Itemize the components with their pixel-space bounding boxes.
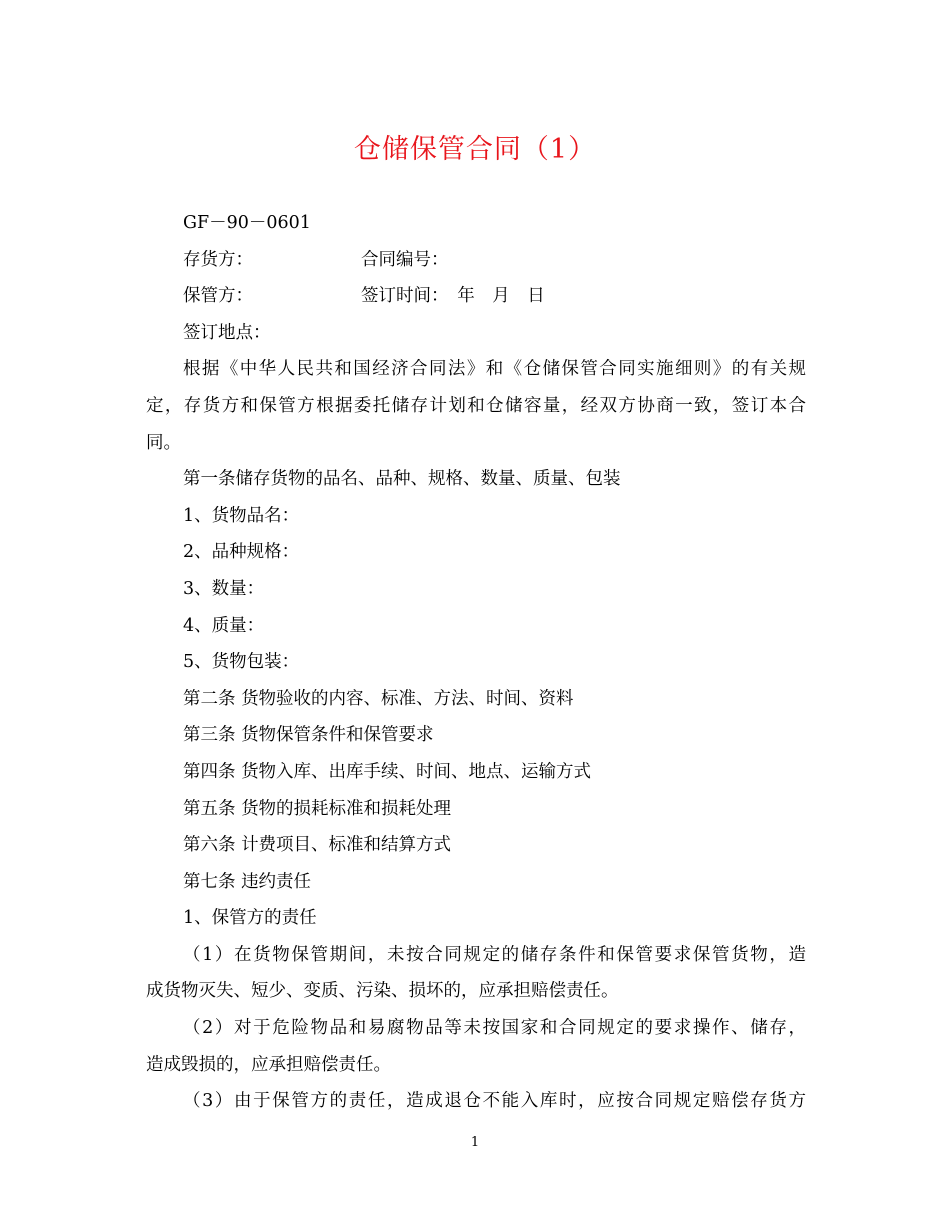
article-3: 第三条 货物保管条件和保管要求 xyxy=(183,725,434,746)
item-goods-name: 1、货物品名： xyxy=(183,505,300,526)
clause-1-line-1: （1）在货物保管期间，未按合同规定的储存条件和保管要求保管货物，造 xyxy=(183,944,806,965)
clause-2-line-2: 造成毁损的，应承担赔偿责任。 xyxy=(146,1054,391,1075)
depositor-row xyxy=(146,242,806,279)
document-title: 仓储保管合同（1） xyxy=(353,134,597,165)
article-6: 第六条 计费项目、标准和结算方式 xyxy=(183,835,452,856)
article-2: 第二条 货物验收的内容、标准、方法、时间、资料 xyxy=(183,688,574,709)
clause-1-line-2: 成货物灭失、短少、变质、污染、损坏的，应承担赔偿责任。 xyxy=(146,981,619,1002)
keeper-duty-heading: 1、保管方的责任 xyxy=(183,908,317,929)
contract-no-label: 合同编号： xyxy=(361,249,449,270)
item-spec: 2、品种规格： xyxy=(183,542,300,563)
item-quality: 4、质量： xyxy=(183,615,265,636)
preamble-line-2: 定，存货方和保管方根据委托储存计划和仓储容量，经双方协商一致，签订本合 xyxy=(146,395,806,416)
depositor-label: 存货方： xyxy=(183,249,253,270)
contract-code: GF－90－0601 xyxy=(183,213,311,233)
sign-time-label: 签订时间： 年 月 日 xyxy=(361,286,545,307)
clause-2-line-1: （2）对于危险物品和易腐物品等未按国家和合同规定的要求操作、储存， xyxy=(183,1018,806,1039)
article-4: 第四条 货物入库、出库手续、时间、地点、运输方式 xyxy=(183,761,592,782)
article-5: 第五条 货物的损耗标准和损耗处理 xyxy=(183,798,452,819)
preamble-line-1: 根据《中华人民共和国经济合同法》和《仓储保管合同实施细则》的有关规 xyxy=(183,359,806,380)
article-1: 第一条储存货物的品名、品种、规格、数量、质量、包装 xyxy=(183,469,621,490)
item-quantity: 3、数量： xyxy=(183,578,265,599)
sign-place-label: 签订地点： xyxy=(183,322,271,343)
keeper-row xyxy=(146,278,806,315)
preamble-line-3: 同。 xyxy=(146,432,181,453)
document-body xyxy=(146,205,806,1120)
page-number: 1 xyxy=(470,1135,480,1150)
keeper-label: 保管方： xyxy=(183,286,253,307)
item-packaging: 5、货物包装： xyxy=(183,652,300,673)
article-7: 第七条 违约责任 xyxy=(183,871,312,892)
clause-3-line-1: （3）由于保管方的责任，造成退仓不能入库时，应按合同规定赔偿存货方 xyxy=(183,1091,806,1112)
